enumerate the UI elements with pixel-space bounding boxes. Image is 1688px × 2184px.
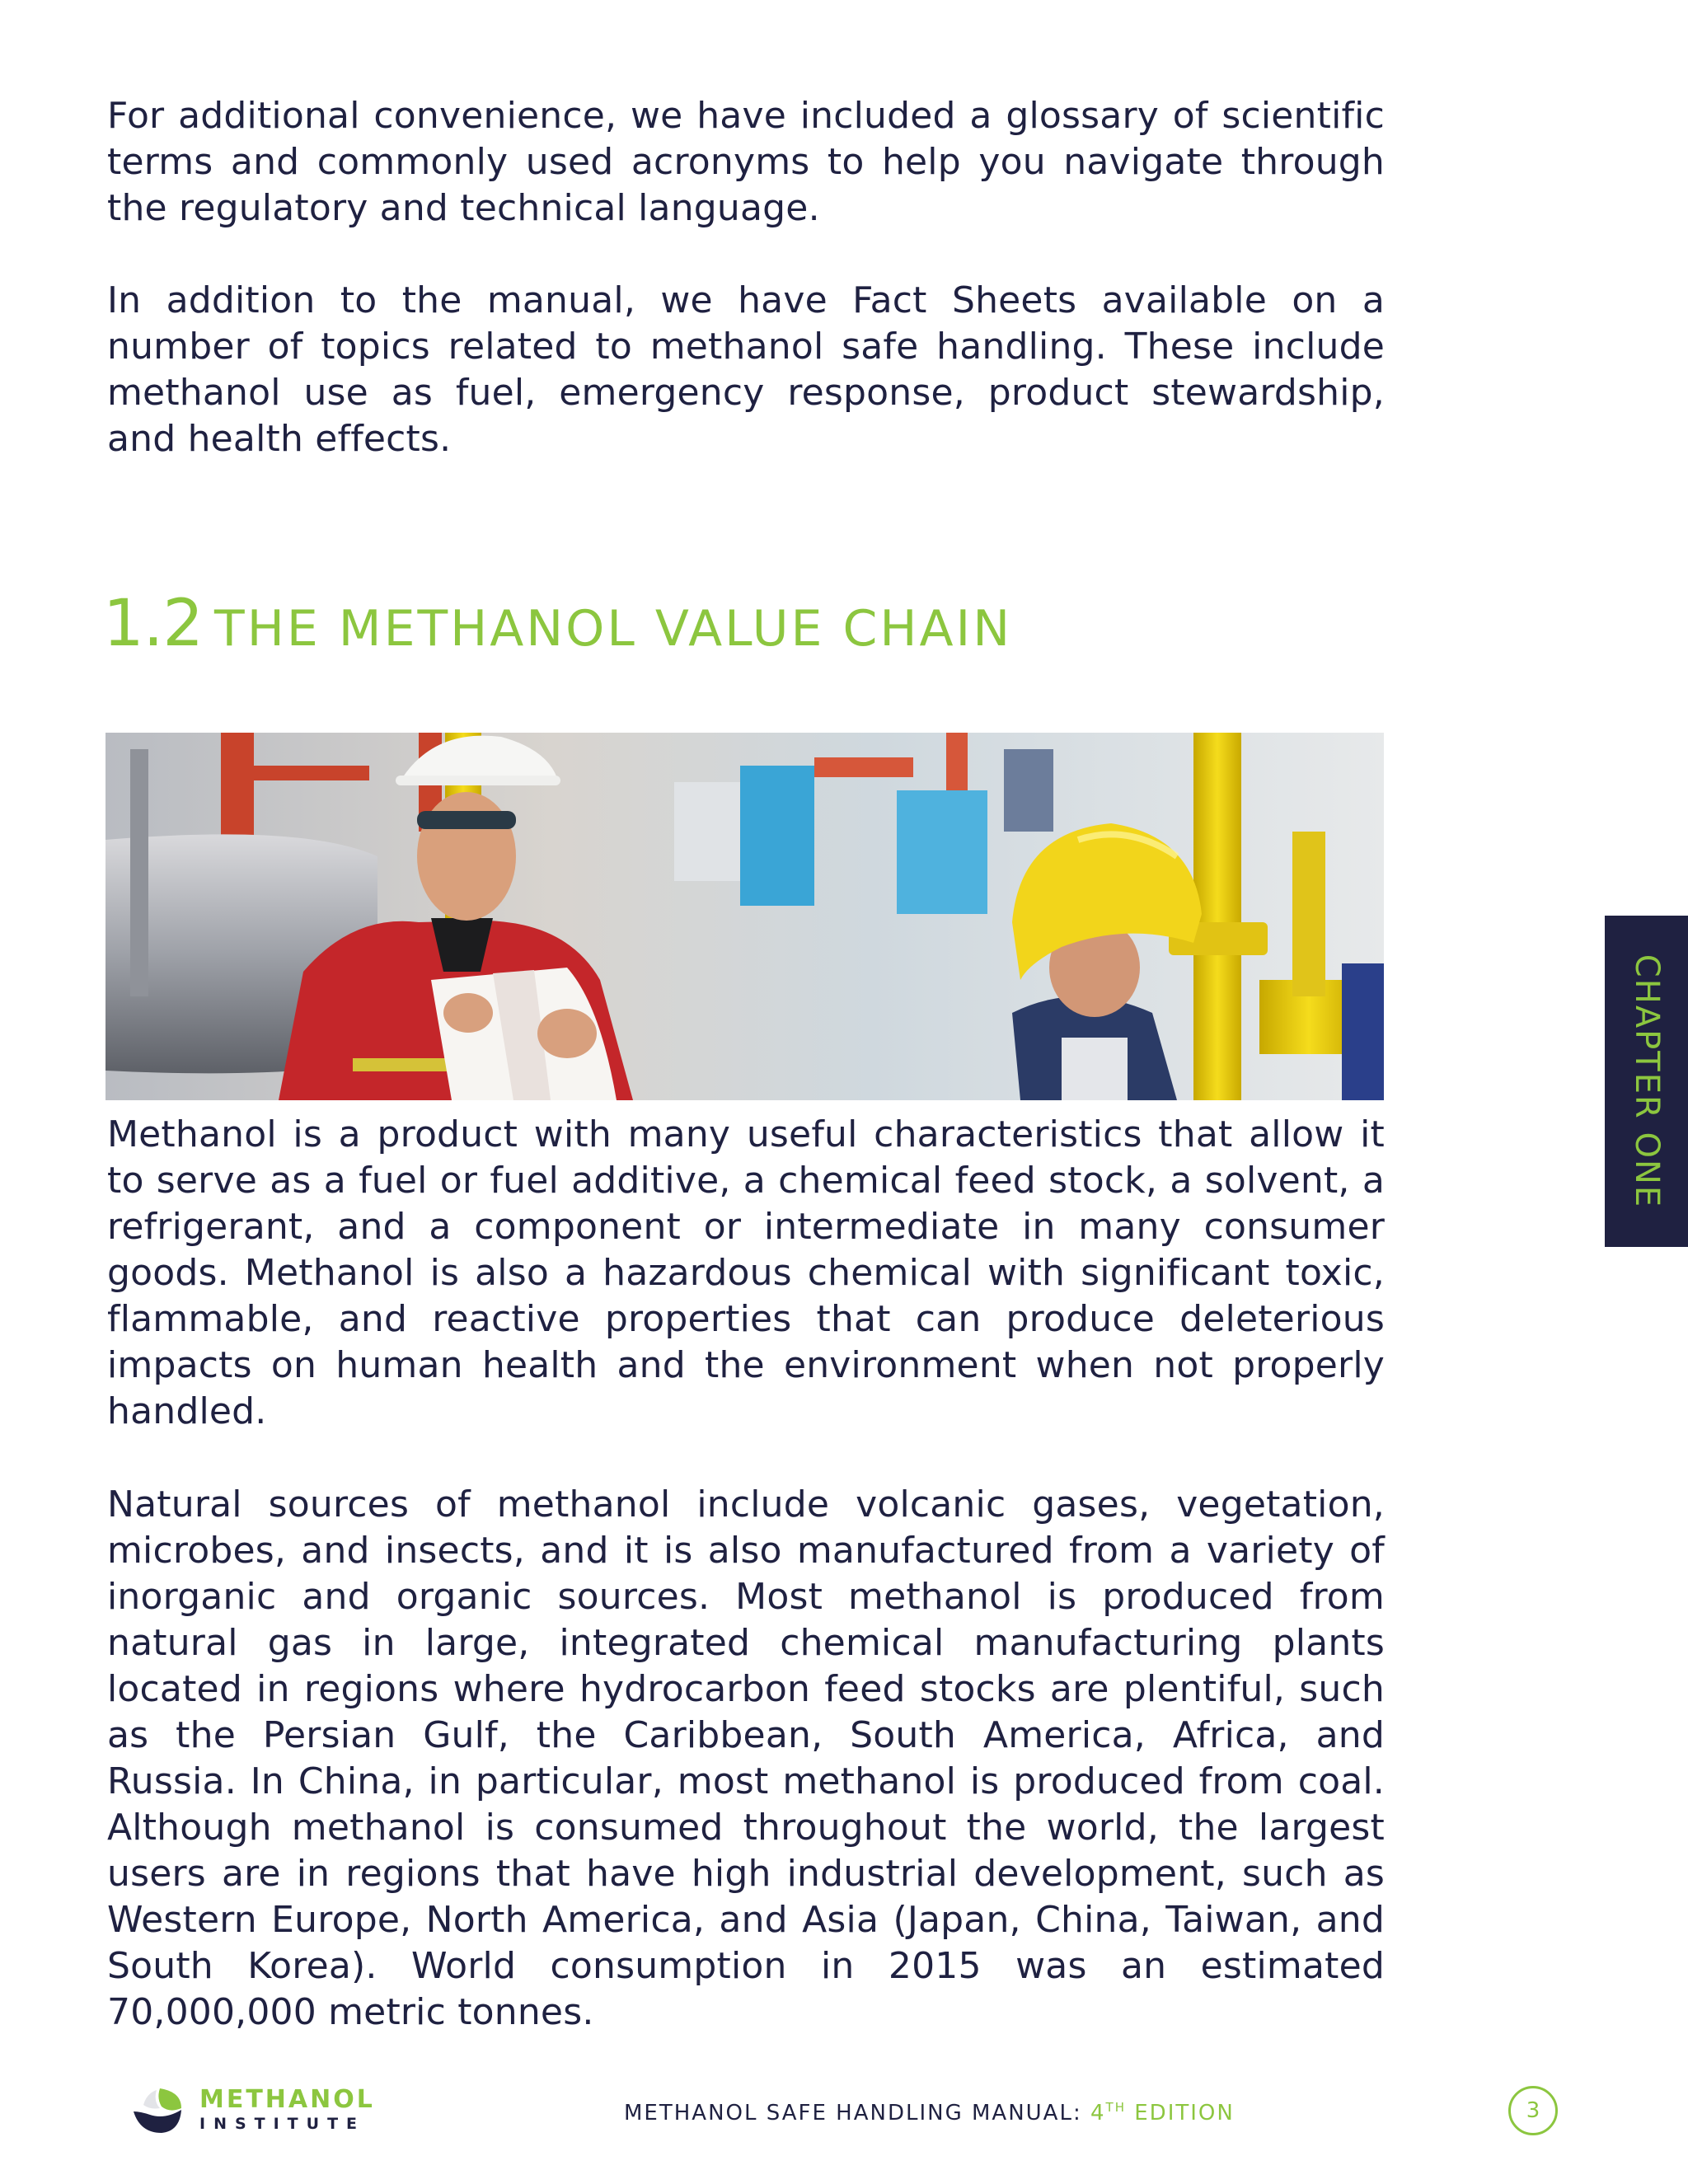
logo-word-methanol: METHANOL [199, 2085, 375, 2114]
methanol-sources-paragraph: Natural sources of methanol include volcanic gases, vegetation, microbes, and insects, and it is also manufactured from a variety of inorganic and organic sources. Most methanol is produced from natural gas in large, integrated chemical manufacturing plants located in regions where hydrocarbon feed stocks are plentiful, such as the Persian Gulf, the Caribbean, South America, Africa, and Russia. In China, in particular, most methanol is produced from coal. Although methanol is consumed throughout the world, the largest users are in regions that have high industrial development, such as Western Europe, North America, and Asia (Japan, China, Taiwan, and South Korea). World consumption in 2015 was an estimated 70,000,000 metric tonnes. [107, 1483, 1385, 2033]
footer-manual-title [624, 2100, 1235, 2125]
section-title: THE METHANOL VALUE CHAIN [214, 600, 1013, 658]
intro-paragraph-fact-sheets: In addition to the manual, we have Fact Sheets available on a number of topics related to methanol safe handling. These include methanol use as fuel, emergency response, product stewardship, and health effects. [107, 279, 1385, 460]
intro-paragraph-glossary: For additional convenience, we have included a glossary of scientific terms and commonly used acronyms to help you navigate through the regulatory and technical language. [107, 95, 1385, 229]
section-heading [103, 587, 1012, 661]
logo-word-institute: INSTITUTE [199, 2115, 366, 2133]
logo-mark-icon [132, 2087, 183, 2135]
methanol-institute-logo [132, 2085, 379, 2135]
chapter-tab-label: CHAPTER ONE [1627, 954, 1666, 1209]
chapter-side-tab [1605, 916, 1688, 1247]
workers-photo [106, 733, 1384, 1100]
section-number: 1.2 [103, 587, 204, 661]
page-number: 3 [1508, 2086, 1558, 2135]
methanol-characteristics-paragraph: Methanol is a product with many useful characteristics that allow it to serve as a fuel or fuel additive, a chemical feed stock, a solvent, a refrigerant, and a component or intermediate in many consumer goods. Methanol is also a hazardous chemical with significant toxic, flammable, and reactive properties that can produce deleterious impacts on human health and the environment when not properly handled. [107, 1113, 1385, 1432]
footer-title-text: METHANOL SAFE HANDLING MANUAL: [624, 2101, 1090, 2125]
footer-edition: 4TH EDITION [1090, 2100, 1235, 2125]
